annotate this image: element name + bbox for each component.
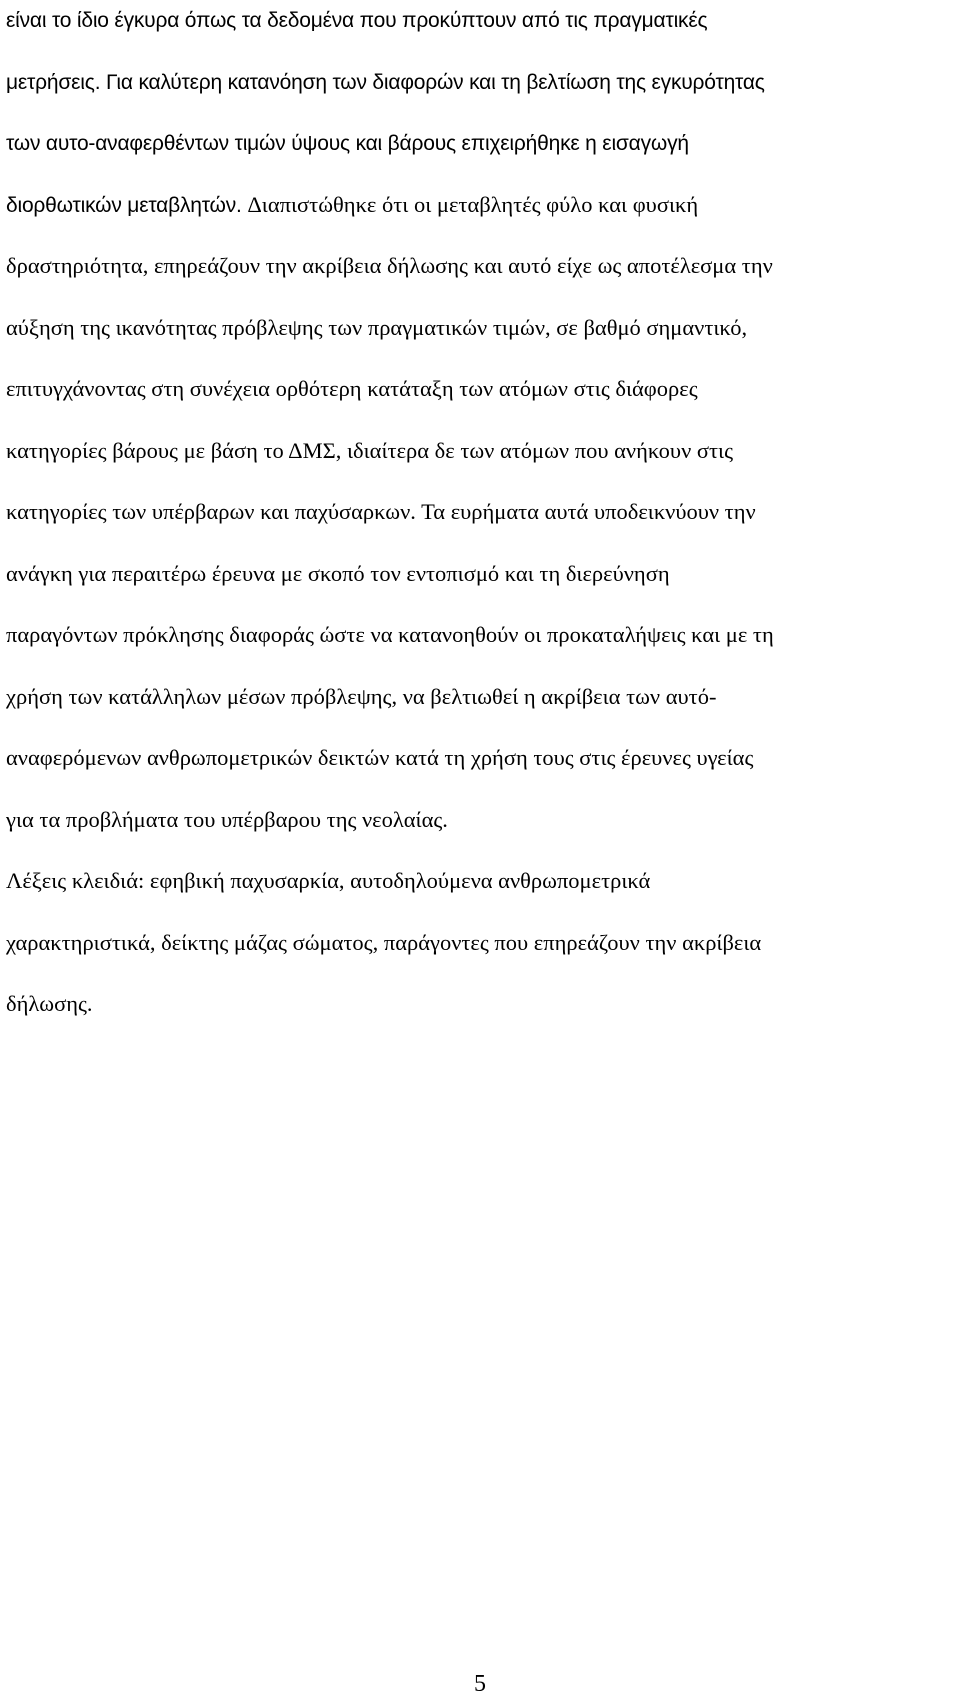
- text-run: κατηγορίες βάρους με βάση το ΔΜΣ, ιδιαίτερα δε των ατόμων που ανήκουν στις: [6, 437, 733, 463]
- text-line: [6, 923, 956, 985]
- text-line: [6, 554, 956, 616]
- text-line: [6, 861, 956, 923]
- page-number: 5: [474, 1671, 486, 1697]
- text-line: [6, 615, 956, 677]
- text-run: χαρακτηριστικά, δείκτης μάζας σώματος, παράγοντες που επηρεάζουν την ακρίβεια: [6, 929, 762, 955]
- text-run: παραγόντων πρόκλησης διαφοράς ώστε να κατανοηθούν οι προκαταλήψεις και με τη: [6, 622, 774, 647]
- text-run: αναφερόμενων ανθρωπομετρικών δεικτών κατά τη χρήση τους στις έρευνες υγείας: [6, 745, 754, 770]
- text-run: κατηγορίες των υπέρβαρων και παχύσαρκων. Τα ευρήματα αυτά υποδεικνύουν την: [6, 499, 756, 524]
- text-line: [6, 185, 956, 247]
- text-run: Διαπιστώθηκε ότι οι μεταβλητές φύλο και φυσική: [247, 191, 699, 217]
- text-run: δραστηριότητα, επηρεάζουν την ακρίβεια δήλωσης και αυτό είχε ως αποτέλεσμα την: [6, 253, 773, 278]
- text-run: είναι το ίδιο έγκυρα όπως τα δεδομένα που προκύπτουν από τις πραγματικές: [6, 9, 708, 32]
- text-line: [6, 492, 956, 554]
- text-run: χρήση των κατάλληλων μέσων πρόβλεψης, να βελτιωθεί η ακρίβεια των αυτό-: [6, 683, 717, 709]
- text-line: [6, 62, 956, 124]
- text-run: αύξηση της ικανότητας πρόβλεψης των πραγματικών τιμών, σε βαθμό σημαντικό,: [6, 314, 748, 340]
- body-text: [6, 0, 956, 1046]
- text-line: [6, 0, 956, 62]
- text-run: Λέξεις κλειδιά: εφηβική παχυσαρκία, αυτοδηλούμενα ανθρωπομετρικά: [6, 868, 651, 893]
- text-line: [6, 984, 956, 1046]
- text-run: επιτυγχάνοντας στη συνέχεια ορθότερη κατάταξη των ατόμων στις διάφορες: [6, 376, 698, 401]
- text-line: [6, 123, 956, 185]
- text-run: δήλωσης.: [6, 991, 93, 1016]
- text-run: των αυτο-αναφερθέντων τιμών ύψους και βάρους επιχειρήθηκε η εισαγωγή: [6, 132, 689, 155]
- text-line: [6, 369, 956, 431]
- text-run: για τα προβλήματα του υπέρβαρου της νεολαίας.: [6, 806, 448, 832]
- text-run: ανάγκη για περαιτέρω έρευνα με σκοπό τον εντοπισμό και τη διερεύνηση: [6, 560, 670, 586]
- text-run: μετρήσεις. Για καλύτερη κατανόηση των διαφορών και τη βελτίωση της εγκυρότητας: [6, 70, 765, 94]
- text-line: [6, 246, 956, 308]
- text-line: [6, 738, 956, 800]
- text-line: [6, 800, 956, 862]
- text-line: [6, 431, 956, 493]
- text-run: διορθωτικών μεταβλητών.: [6, 193, 248, 217]
- text-line: [6, 677, 956, 739]
- text-line: [6, 308, 956, 370]
